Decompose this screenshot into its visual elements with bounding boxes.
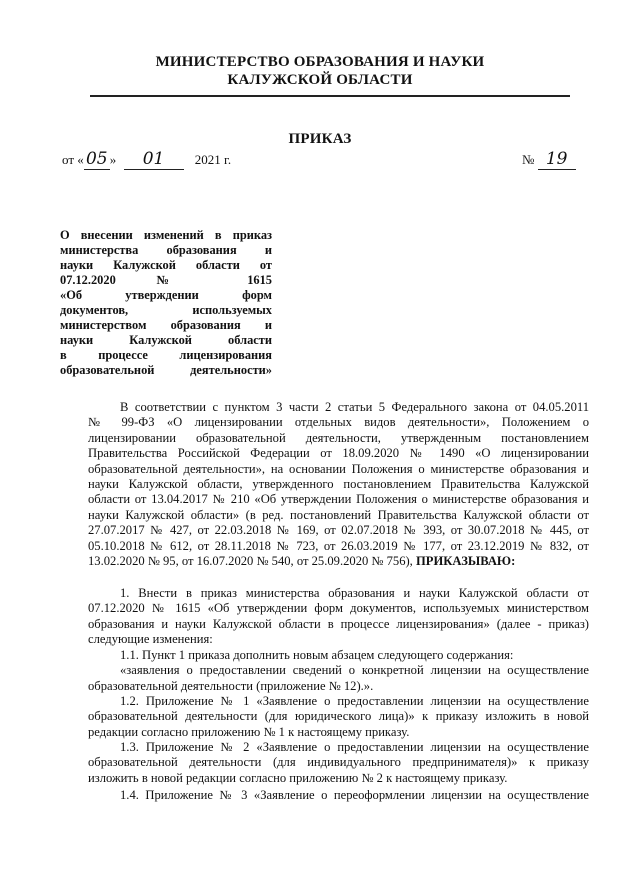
item-line: 1.4. Приложение № 3 «Заявление о переоформлении лицензии на осуществление (120, 788, 589, 802)
subject-line: образовательной деятельности» (60, 363, 272, 377)
item-1-4 (88, 788, 589, 803)
subject-line: министерством образования и (60, 318, 272, 332)
item-line: «заявления о предоставлении сведений о конкретной лицензии на осуществление (120, 663, 589, 678)
item-1 (88, 586, 589, 648)
item-line: 1. Внести в приказ министерства образования и науки Калужской области от (120, 586, 589, 600)
preamble-line: образовательной деятельности», на основании Положения о министерстве образования и (88, 461, 589, 476)
item-1-3 (88, 740, 589, 786)
date-line (62, 149, 262, 170)
preamble-line: науки Калужской области, утвержденного постановлением Правительства Калужской (88, 477, 589, 492)
item-1-2 (88, 694, 589, 740)
subject-line: науки Калужской области от (60, 258, 272, 272)
item-line: образования и науки Калужской области в процессе лицензирования» (далее - приказ) (88, 616, 589, 631)
item-line: образовательной деятельности (приложение № 12).». (88, 678, 374, 693)
subject-block (60, 228, 272, 378)
date-prefix: от « (62, 152, 84, 167)
subject-line: науки Калужской области (60, 333, 272, 347)
preamble-line: науки Калужской области» (в ред. постановлений Правительства Калужской области от (88, 507, 589, 522)
item-line: редакции согласно приложению № 1 к настоящему приказу. (88, 724, 410, 739)
document-number: 19 (538, 149, 576, 170)
document-type: ПРИКАЗ (288, 131, 352, 147)
number-prefix: № (522, 152, 535, 167)
item-line: образовательной деятельности (для юридического лица)» к приказу изложить в новой (88, 709, 589, 724)
item-line: 1.3. Приложение № 2 «Заявление о предоставлении лицензии на осуществление (120, 740, 589, 754)
item-line: следующие изменения: (88, 632, 213, 647)
item-line: изложить в новой редакции согласно приложению № 2 к настоящему приказу. (88, 770, 508, 785)
preamble-line: Правительства Российской Федерации от 18.09.2020 № 1490 «О лицензировании (88, 446, 589, 461)
order-word: ПРИКАЗЫВАЮ: (416, 554, 516, 569)
preamble-line: № 99-ФЗ «О лицензировании отдельных видов деятельности», Положением о (88, 415, 589, 430)
subject-line: 07.12.2020 № 1615 (60, 273, 272, 287)
preamble-line: области от 13.04.2017 № 210 «Об утверждении Положения о министерстве образования и (88, 492, 589, 507)
preamble-line: 13.02.2020 № 95, от 16.07.2020 № 540, от 25.09.2020 № 756), (88, 554, 413, 569)
ministry-name-line2: КАЛУЖСКОЙ ОБЛАСТИ (227, 72, 413, 88)
item-line: 1.1. Пункт 1 приказа дополнить новым абзацем следующего содержания: (120, 648, 514, 662)
date-month: 01 (124, 149, 184, 170)
subject-line: министерства образования и (60, 243, 272, 257)
ministry-name-line1: МИНИСТЕРСТВО ОБРАЗОВАНИЯ И НАУКИ (155, 54, 485, 70)
item-line: 07.12.2020 № 1615 «Об утверждении форм документов, используемых министерством (88, 601, 589, 616)
preamble-paragraph (88, 400, 589, 569)
date-mid: » (109, 152, 117, 167)
subject-line: О внесении изменений в приказ (60, 228, 272, 242)
header-divider (90, 95, 570, 97)
number-line (522, 149, 592, 170)
subject-line: документов, используемых (60, 303, 272, 317)
item-1-1 (88, 648, 589, 694)
preamble-line: 05.10.2018 № 612, от 28.11.2018 № 723, от 26.03.2019 № 177, от 23.12.2019 № 832, от (88, 538, 589, 553)
date-day: 05 (84, 149, 110, 170)
item-line: образовательной деятельности (для индивидуального предпринимателя)» к приказу (88, 755, 589, 770)
date-year: 2021 г. (194, 152, 232, 167)
subject-line: в процессе лицензирования (60, 348, 272, 362)
preamble-last-line (88, 554, 589, 569)
item-line: 1.2. Приложение № 1 «Заявление о предоставлении лицензии на осуществление (120, 694, 589, 708)
preamble-line: В соответствии с пунктом 3 части 2 статьи 5 Федерального закона от 04.05.2011 (120, 400, 589, 414)
preamble-line: лицензировании образовательной деятельности, утвержденным постановлением (88, 430, 589, 445)
preamble-line: 27.07.2017 № 427, от 22.03.2018 № 169, от 02.07.2018 № 393, от 30.07.2018 № 445, от (88, 523, 589, 538)
subject-line: «Об утверждении форм (60, 288, 272, 302)
